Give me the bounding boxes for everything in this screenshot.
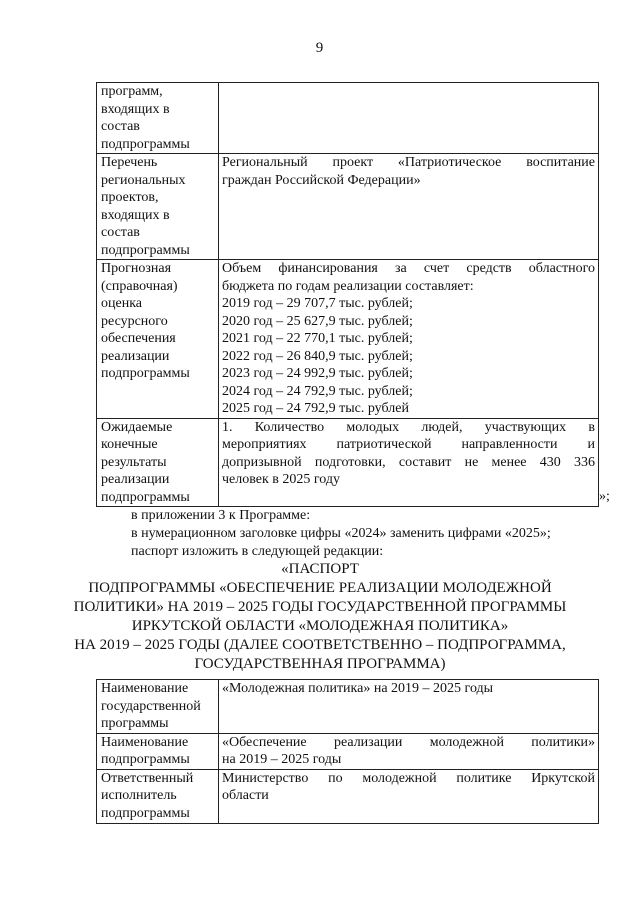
table-row — [97, 733, 599, 769]
instruction-line: в нумерационном заголовке цифры «2024» заменить цифрами «2025»; — [131, 526, 551, 541]
passport-table — [96, 679, 599, 824]
row-content-cell: «Молодежная политика» на 2019 – 2025 годы — [219, 680, 599, 734]
table-row — [97, 154, 599, 260]
row-label-cell: Ответственный исполнитель подпрограммы — [97, 769, 219, 823]
heading-line: ИРКУТСКОЙ ОБЛАСТИ «МОЛОДЕЖНАЯ ПОЛИТИКА» — [131, 618, 509, 634]
table-row — [97, 418, 599, 507]
row-label-cell: Прогнозная (справочная) оценка ресурсного обеспечения реализации подпрограммы — [97, 260, 219, 419]
row-label-cell: программ, входящих в состав подпрограммы — [97, 83, 219, 154]
heading-line: ПОДПРОГРАММЫ «ОБЕСПЕЧЕНИЕ РЕАЛИЗАЦИИ МОЛОДЕЖНОЙ — [88, 580, 552, 596]
table-row — [97, 769, 599, 823]
heading-line: ГОСУДАРСТВЕННАЯ ПРОГРАММА) — [194, 656, 446, 672]
table-row — [97, 260, 599, 419]
table-row — [97, 83, 599, 154]
closing-quote: »; — [599, 489, 610, 504]
instruction-line: в приложении 3 к Программе: — [131, 508, 311, 523]
page-number: 9 — [315, 40, 324, 56]
row-label-cell: Наименование подпрограммы — [97, 733, 219, 769]
passport-heading — [60, 560, 580, 674]
row-label-cell: Перечень региональных проектов, входящих в состав подпрограммы — [97, 154, 219, 260]
row-content-cell: «Обеспечение реализации молодежной политики» на 2019 – 2025 годы — [219, 733, 599, 769]
row-content-cell — [219, 83, 599, 154]
row-label-cell: Ожидаемые конечные результаты реализации подпрограммы — [97, 418, 219, 507]
heading-line: НА 2019 – 2025 ГОДЫ (ДАЛЕЕ СООТВЕТСТВЕННО – ПОДПРОГРАММА, — [74, 637, 566, 653]
heading-line: ПОЛИТИКИ» НА 2019 – 2025 ГОДЫ ГОСУДАРСТВЕННОЙ ПРОГРАММЫ — [73, 599, 567, 615]
row-label-cell: Наименование государственной программы — [97, 680, 219, 734]
heading-line: «ПАСПОРТ — [281, 561, 359, 577]
table-row — [97, 680, 599, 734]
instruction-line: паспорт изложить в следующей редакции: — [131, 544, 384, 559]
row-content-cell: 1. Количество молодых людей, участвующих в мероприятиях патриотической направленности и допризывной подготовки, составит не менее 430 336 человек в 2025 году — [219, 418, 599, 507]
passport-table-continued — [96, 82, 599, 507]
row-content-cell: Региональный проект «Патриотическое воспитание граждан Российской Федерации» — [219, 154, 599, 260]
row-content-cell: Объем финансирования за счет средств областного бюджета по годам реализации составляет: 2019 год – 29 707,7 тыс. рублей; 2020 год – 25 627,9 тыс. рублей; 2021 год – 22 770,1 тыс. рублей; 2022 год – 26 840,9 тыс. рублей; 2023 год – 24 992,9 тыс. рублей; 2024 год – 24 792,9 тыс. рублей; 2025 год – 24 792,9 тыс. рублей — [219, 260, 599, 419]
row-content-cell: Министерство по молодежной политике Иркутской области — [219, 769, 599, 823]
